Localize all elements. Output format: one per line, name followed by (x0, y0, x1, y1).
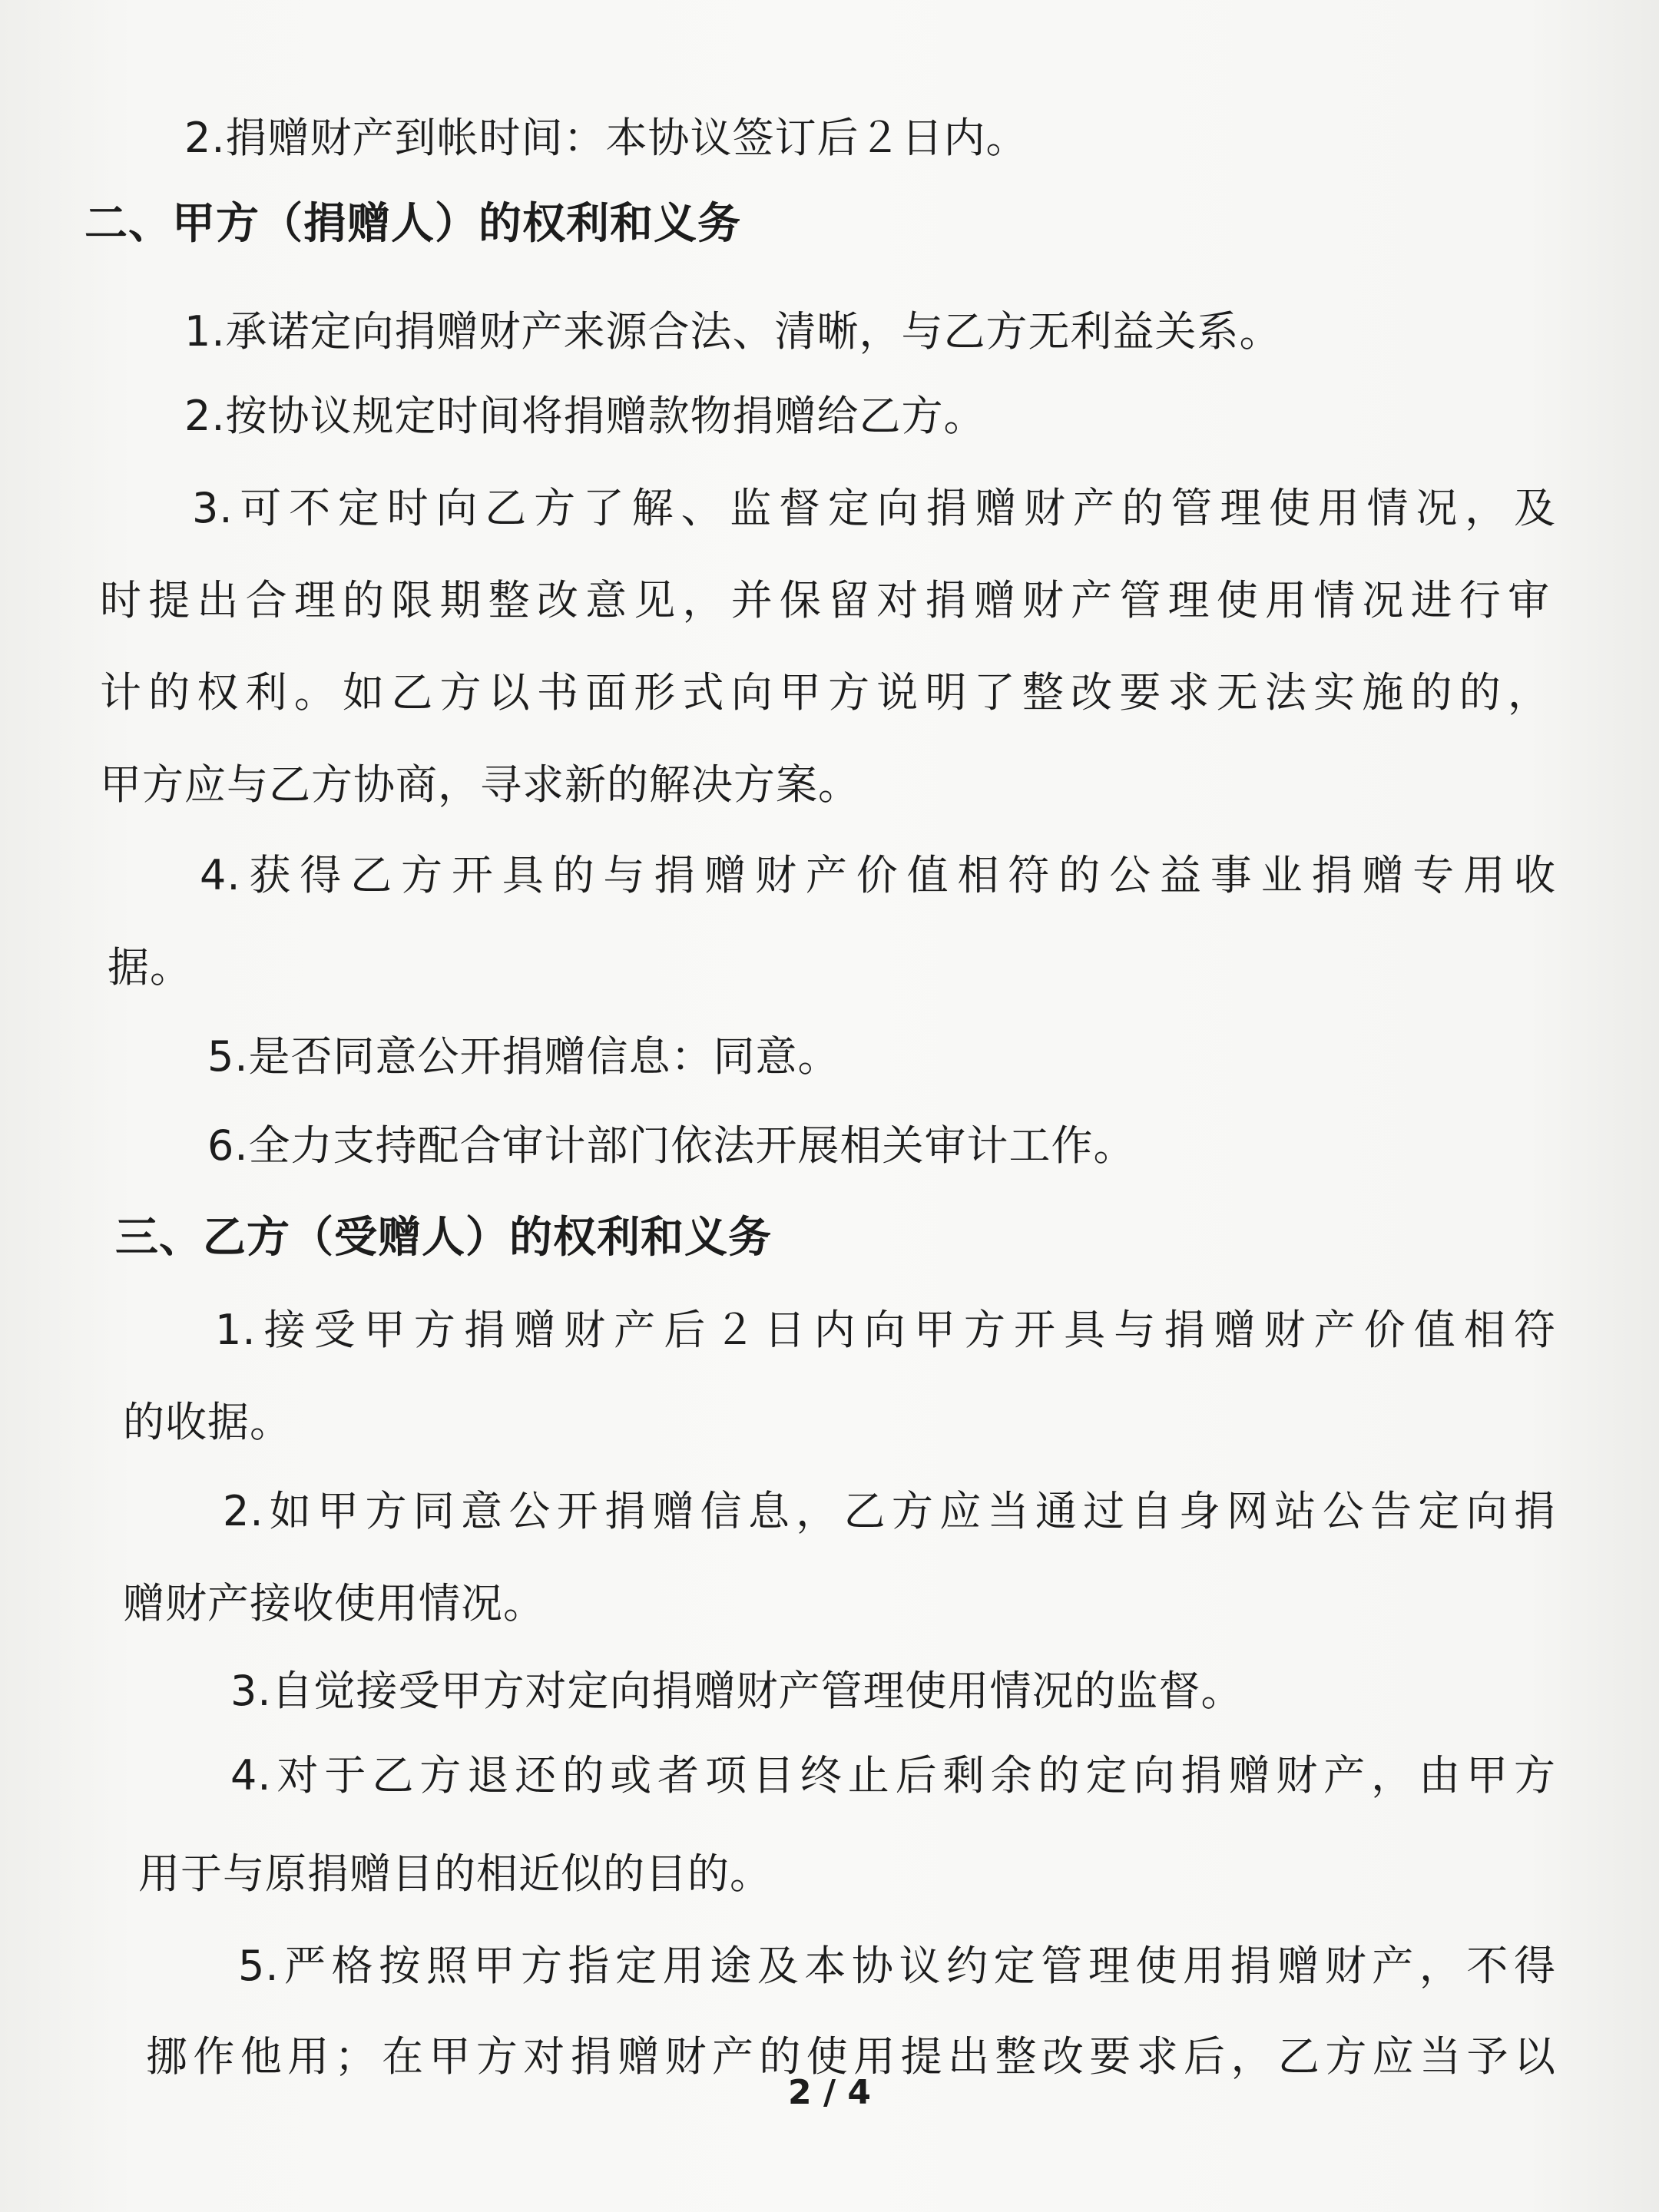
clause-2-3-line-1: 3.可不定时向乙方了解、监督定向捐赠财产的管理使用情况，及 (192, 484, 1556, 532)
clause-3-2-line-2: 赠财产接收使用情况。 (123, 1579, 545, 1628)
page-number: 2 / 4 (788, 2073, 871, 2112)
clause-2-6: 6.全力支持配合审计部门依法开展相关审计工作。 (207, 1121, 1136, 1170)
clause-2-2: 2.按协议规定时间将捐赠款物捐赠给乙方。 (184, 392, 986, 440)
clause-2-4-line-1: 4.获得乙方开具的与捐赠财产价值相符的公益事业捐赠专用收 (200, 851, 1556, 899)
clause-2-3-line-3: 计的权利。如乙方以书面形式向甲方说明了整改要求无法实施的的， (100, 668, 1550, 717)
clause-3-2-line-1: 2.如甲方同意公开捐赠信息，乙方应当通过自身网站公告定向捐 (223, 1487, 1556, 1535)
clause-2-4-line-2: 据。 (108, 943, 192, 992)
clause-1-2: 2.捐赠财产到帐时间：本协议签订后２日内。 (184, 114, 1028, 162)
clause-3-1-line-2: 的收据。 (123, 1398, 292, 1446)
clause-2-1: 1.承诺定向捐赠财产来源合法、清晰，与乙方无利益关系。 (184, 307, 1282, 356)
clause-2-3-line-4: 甲方应与乙方协商，寻求新的解决方案。 (100, 760, 860, 809)
clause-3-5-line-2: 挪作他用；在甲方对捐赠财产的使用提出整改要求后，乙方应当予以 (146, 2032, 1556, 2081)
clause-3-3: 3.自觉接受甲方对定向捐赠财产管理使用情况的监督。 (230, 1667, 1243, 1715)
clause-3-1-line-1: 1.接受甲方捐赠财产后２日内向甲方开具与捐赠财产价值相符 (215, 1306, 1556, 1354)
section-3-heading: 三、乙方（受赠人）的权利和义务 (115, 1213, 772, 1263)
clause-3-5-line-1: 5.严格按照甲方指定用途及本协议约定管理使用捐赠财产，不得 (238, 1942, 1556, 1990)
clause-2-3-line-2: 时提出合理的限期整改意见，并保留对捐赠财产管理使用情况进行审 (100, 576, 1550, 624)
clause-3-4-line-2: 用于与原捐赠目的相近似的目的。 (138, 1849, 772, 1898)
section-2-heading: 二、甲方（捐赠人）的权利和义务 (84, 199, 741, 249)
clause-2-5: 5.是否同意公开捐赠信息：同意。 (207, 1032, 840, 1081)
clause-3-4-line-1: 4.对于乙方退还的或者项目终止后剩余的定向捐赠财产，由甲方 (230, 1751, 1556, 1800)
